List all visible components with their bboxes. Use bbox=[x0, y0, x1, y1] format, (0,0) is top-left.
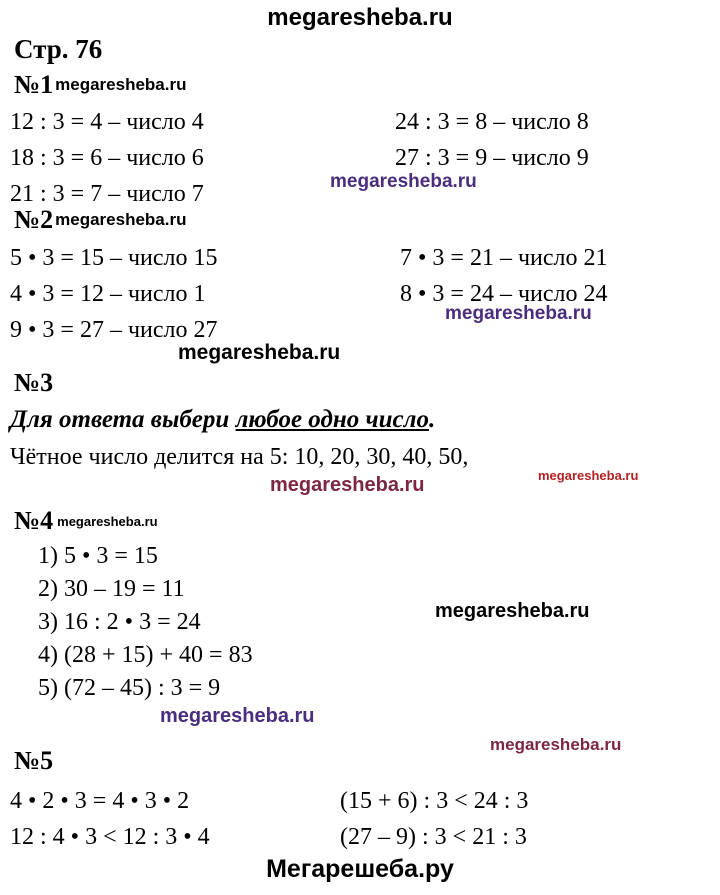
task5-number: №5 bbox=[14, 746, 54, 775]
list-item: 5) (72 – 45) : 3 = 9 bbox=[38, 675, 221, 701]
equation-line: 7 • 3 = 21 – число 21 bbox=[400, 245, 608, 271]
task2-right-column bbox=[400, 240, 607, 312]
task3-instruction bbox=[10, 406, 435, 434]
watermark-inline-task2: megaresheba.ru bbox=[55, 210, 187, 229]
equation-line: 27 : 3 = 9 – число 9 bbox=[395, 145, 589, 171]
watermark-small-right: megaresheba.ru bbox=[538, 468, 639, 483]
equation-line: 8 • 3 = 24 – число 24 bbox=[400, 281, 608, 307]
watermark-right-2: megaresheba.ru bbox=[490, 735, 622, 754]
task1-number: №1 bbox=[14, 70, 54, 99]
task3-number: №3 bbox=[14, 368, 54, 397]
task3-answer-line: Чётное число делится на 5: 10, 20, 30, 40, 50, bbox=[10, 444, 469, 470]
task2-left-column bbox=[10, 240, 217, 348]
task1-right-column bbox=[395, 104, 589, 176]
watermark-section1: megaresheba.ru bbox=[330, 171, 477, 192]
list-item: 4) (28 + 15) + 40 = 83 bbox=[38, 642, 253, 668]
task4-heading-row bbox=[14, 506, 158, 536]
equation-line: (27 – 9) : 3 < 21 : 3 bbox=[340, 824, 527, 850]
watermark-center-1: megaresheba.ru bbox=[178, 341, 341, 364]
task3-instruction-prefix: Для ответа выбери bbox=[10, 406, 236, 433]
task3-heading-row bbox=[14, 368, 53, 398]
equation-line: 24 : 3 = 8 – число 8 bbox=[395, 109, 589, 135]
watermark-center-2: megaresheba.ru bbox=[270, 474, 425, 496]
list-item: 3) 16 : 2 • 3 = 24 bbox=[38, 609, 201, 635]
equation-line: 5 • 3 = 15 – число 15 bbox=[10, 245, 218, 271]
task5-left-column bbox=[10, 783, 210, 855]
task5-right-column bbox=[340, 783, 528, 855]
equation-line: 12 : 3 = 4 – число 4 bbox=[10, 109, 204, 135]
task1-heading-row bbox=[14, 70, 186, 100]
list-item: 1) 5 • 3 = 15 bbox=[38, 543, 158, 569]
watermark-inline-task4: megaresheba.ru bbox=[57, 513, 158, 529]
watermark-right-1: megaresheba.ru bbox=[435, 600, 590, 622]
footer-site-label: Мегарешеба.ру bbox=[266, 855, 454, 883]
equation-line: 12 : 4 • 3 < 12 : 3 • 4 bbox=[10, 824, 210, 850]
task3-instruction-underlined: любое одно число bbox=[235, 406, 429, 433]
task4-list bbox=[38, 540, 253, 705]
equation-line: 9 • 3 = 27 – число 27 bbox=[10, 317, 218, 343]
equation-line: 21 : 3 = 7 – число 7 bbox=[10, 181, 204, 207]
equation-line: 18 : 3 = 6 – число 6 bbox=[10, 145, 204, 171]
task2-number: №2 bbox=[14, 205, 54, 234]
watermark-inline-task1: megaresheba.ru bbox=[55, 75, 187, 94]
watermark-section2: megaresheba.ru bbox=[445, 303, 592, 324]
task5-heading-row bbox=[14, 746, 53, 776]
page-title: Стр. 76 bbox=[14, 34, 103, 64]
watermark-top: megaresheba.ru bbox=[267, 4, 453, 31]
list-item: 2) 30 – 19 = 11 bbox=[38, 576, 185, 602]
task1-left-column bbox=[10, 104, 204, 212]
task3-instruction-suffix: . bbox=[428, 406, 436, 433]
equation-line: 4 • 2 • 3 = 4 • 3 • 2 bbox=[10, 788, 190, 814]
equation-line: 4 • 3 = 12 – число 1 bbox=[10, 281, 206, 307]
task4-number: №4 bbox=[14, 506, 54, 535]
equation-line: (15 + 6) : 3 < 24 : 3 bbox=[340, 788, 529, 814]
watermark-center-3: megaresheba.ru bbox=[160, 705, 315, 727]
task2-heading-row bbox=[14, 205, 186, 235]
